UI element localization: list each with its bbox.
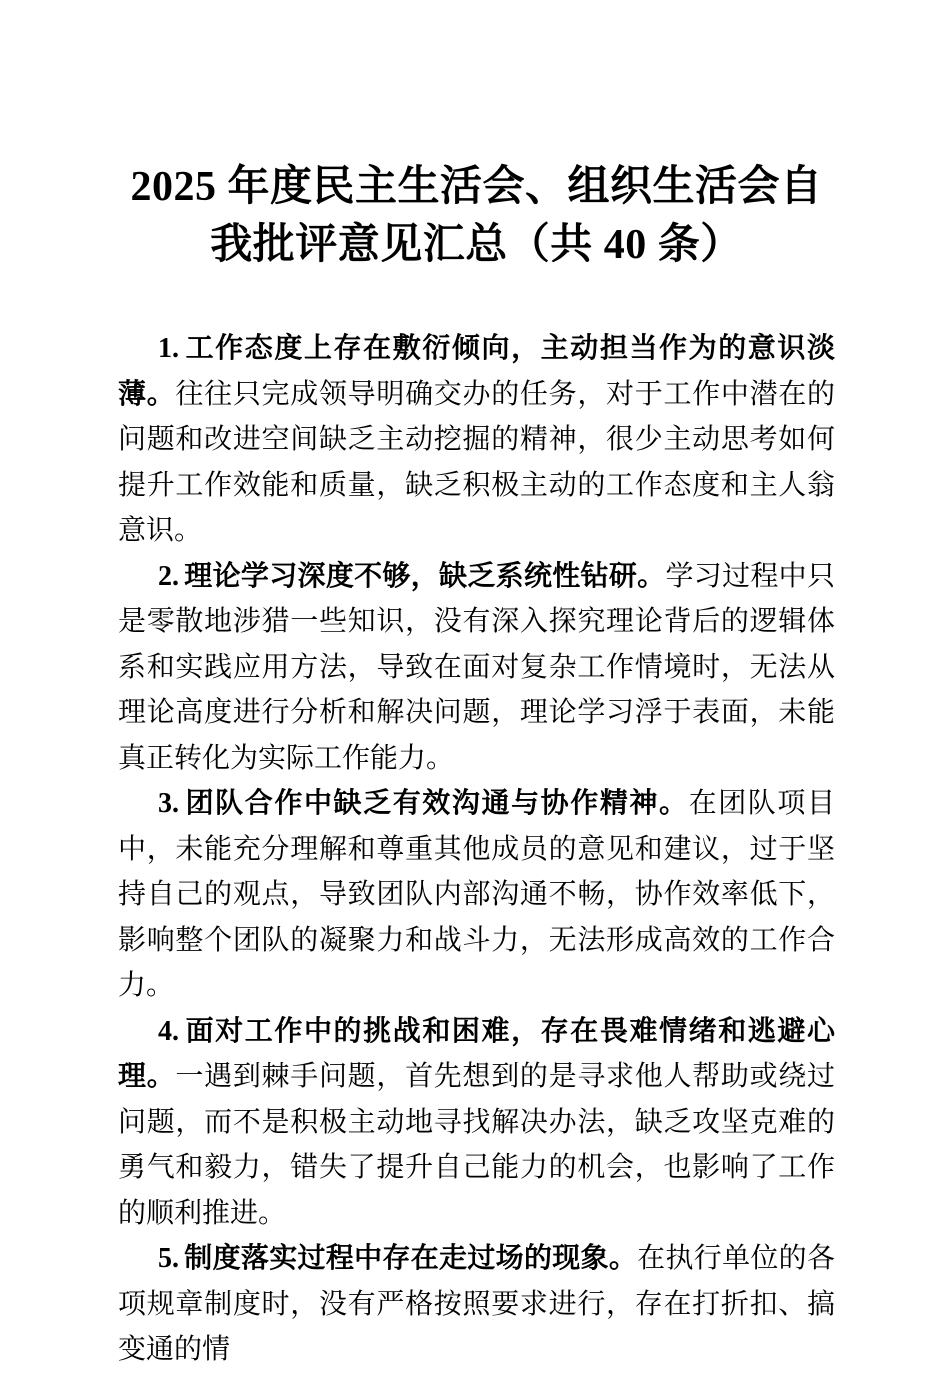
item-3-heading: 团队合作中缺乏有效沟通与协作精神。 — [184, 788, 689, 819]
page-title-line-1: 2025 年度民主生活会、组织生活会自 — [130, 164, 823, 210]
criticism-item-1 — [118, 326, 835, 554]
page-title-line-2: 我批评意见汇总（共 40 条） — [210, 222, 743, 268]
item-2-number: 2. — [158, 560, 179, 592]
item-1-number: 1. — [158, 333, 179, 364]
criticism-item-4 — [118, 1009, 835, 1237]
item-4-text: 一遇到棘手问题，首先想到的是寻求他人帮助或绕过问题，而不是积极主动地寻找解决办法，缺乏攻坚克难的勇气和毅力，错失了提升自己能力的机会，也影响了工作的顺利推进。 — [118, 1061, 835, 1229]
item-1-heading: 工作态度上存在敷衍倾向，主动担当作为的意识淡薄。 — [118, 333, 835, 410]
page-title — [118, 158, 835, 274]
item-5-text: 在执行单位的各项规章制度时，没有严格按照要求进行，存在打折扣、搞变通的情 — [118, 1243, 835, 1365]
item-3-number: 3. — [158, 788, 179, 819]
item-1-text: 往往只完成领导明确交办的任务，对于工作中潜在的问题和改进空间缺乏主动挖掘的精神，很少主动思考如何提升工作效能和质量，缺乏积极主动的工作态度和主人翁意识。 — [118, 378, 835, 546]
item-2-heading: 理论学习深度不够，缺乏系统性钻研。 — [184, 560, 666, 592]
item-4-heading: 面对工作中的挑战和困难，存在畏难情绪和逃避心理。 — [118, 1015, 835, 1092]
item-3-text: 在团队项目中，未能充分理解和尊重其他成员的意见和建议，过于坚持自己的观点，导致团队内部沟通不畅，协作效率低下，影响整个团队的凝聚力和战斗力，无法形成高效的工作合力。 — [118, 788, 835, 1001]
item-2-text: 学习过程中只是零散地涉猎一些知识，没有深入探究理论背后的逻辑体系和实践应用方法，导致在面对复杂工作情境时，无法从理论高度进行分析和解决问题，理论学习浮于表面，未能真正转化为实际工作能力。 — [118, 560, 835, 774]
criticism-item-2 — [118, 554, 835, 782]
item-4-number: 4. — [158, 1015, 179, 1047]
item-5-heading: 制度落实过程中存在走过场的现象。 — [184, 1243, 638, 1274]
item-5-number: 5. — [158, 1243, 179, 1274]
criticism-item-3 — [118, 781, 835, 1009]
criticism-item-5 — [118, 1236, 835, 1373]
document-body — [118, 326, 835, 1373]
